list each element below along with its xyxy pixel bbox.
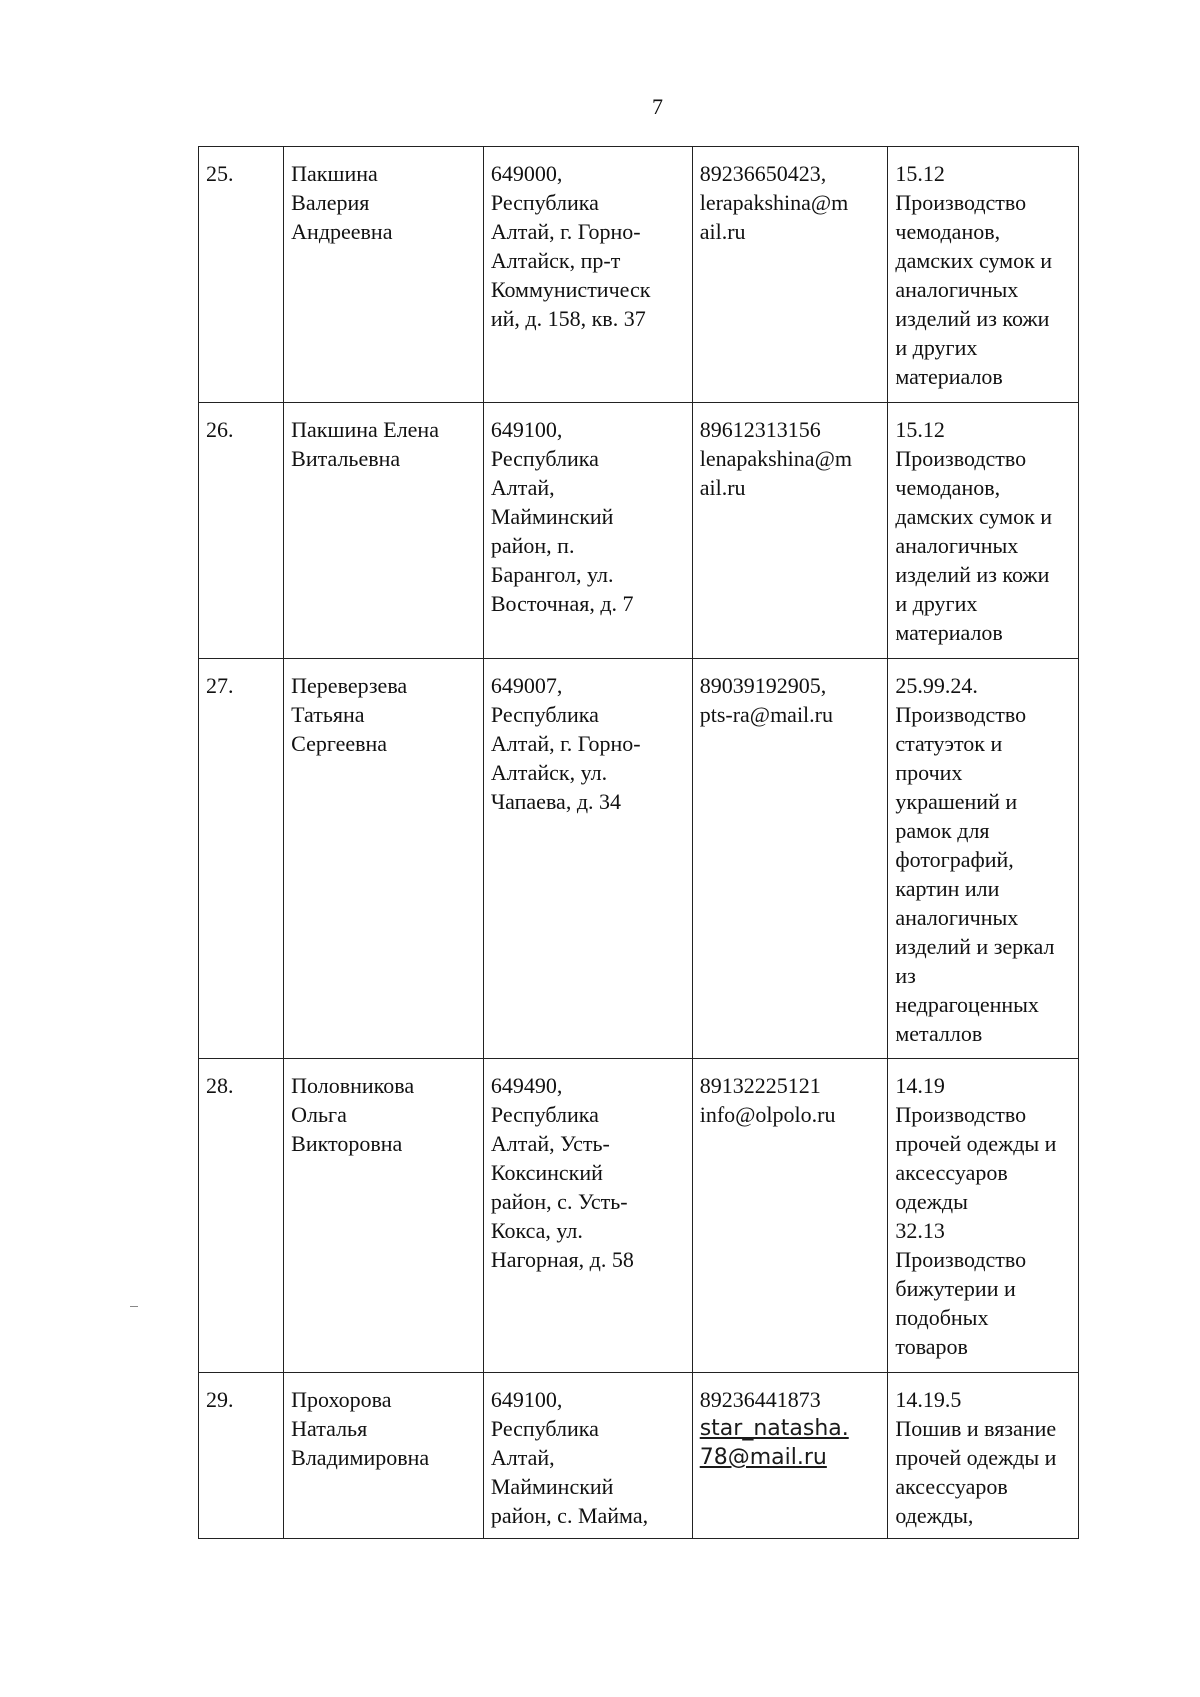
person-name: Пакшина Валерия Андреевна bbox=[284, 147, 484, 403]
postal-address: 649000, Республика Алтай, г. Горно- Алтайск, пр-т Коммунистическ ий, д. 158, кв. 37 bbox=[483, 147, 692, 403]
person-name: Прохорова Наталья Владимировна bbox=[284, 1373, 484, 1539]
row-number: 28. bbox=[199, 1059, 284, 1373]
activity-code: 14.19.5 Пошив и вязание прочей одежды и аксессуаров одежды, bbox=[888, 1373, 1079, 1539]
contact-cell bbox=[692, 147, 888, 403]
postal-address: 649007, Республика Алтай, г. Горно- Алтайск, ул. Чапаева, д. 34 bbox=[483, 659, 692, 1059]
postal-address: 649100, Республика Алтай, Майминский район, с. Майма, bbox=[483, 1373, 692, 1539]
activity-code: 25.99.24. Производство статуэток и прочих украшений и рамок для фотографий, картин или аналогичных изделий и зеркал из недрагоценных металлов bbox=[888, 659, 1079, 1059]
activity-code: 14.19 Производство прочей одежды и аксессуаров одежды 32.13 Производство бижутерии и подобных товаров bbox=[888, 1059, 1079, 1373]
contact-cell bbox=[692, 659, 888, 1059]
entrepreneur-register-table bbox=[198, 146, 1079, 1539]
email-link[interactable]: star_natasha. 78@mail.ru bbox=[699, 1416, 849, 1470]
page-number: 7 bbox=[652, 94, 663, 119]
table-row bbox=[199, 403, 1079, 659]
row-number: 29. bbox=[199, 1373, 284, 1539]
row-number: 25. bbox=[199, 147, 284, 403]
row-number: 26. bbox=[199, 403, 284, 659]
activity-code: 15.12 Производство чемоданов, дамских сумок и аналогичных изделий из кожи и других материалов bbox=[888, 147, 1079, 403]
email-address: info@olpolo.ru bbox=[699, 1102, 836, 1127]
contact-cell bbox=[692, 1059, 888, 1373]
phone-number: 89612313156 bbox=[699, 417, 821, 442]
table-row bbox=[199, 1059, 1079, 1373]
person-name: Пакшина Елена Витальевна bbox=[284, 403, 484, 659]
table-row bbox=[199, 659, 1079, 1059]
phone-number: 89039192905, bbox=[699, 673, 827, 698]
contact-cell bbox=[692, 1373, 888, 1539]
phone-number: 89236650423, bbox=[699, 161, 827, 186]
phone-number: 89236441873 bbox=[699, 1387, 821, 1412]
postal-address: 649490, Республика Алтай, Усть- Коксинский район, с. Усть- Кокса, ул. Нагорная, д. 58 bbox=[483, 1059, 692, 1373]
table-row bbox=[199, 1373, 1079, 1539]
row-number: 27. bbox=[199, 659, 284, 1059]
phone-number: 89132225121 bbox=[699, 1073, 821, 1098]
person-name: Переверзева Татьяна Сергеевна bbox=[284, 659, 484, 1059]
postal-address: 649100, Республика Алтай, Майминский район, п. Барангол, ул. Восточная, д. 7 bbox=[483, 403, 692, 659]
table-row bbox=[199, 147, 1079, 403]
person-name: Половникова Ольга Викторовна bbox=[284, 1059, 484, 1373]
email-address: lenapakshina@m ail.ru bbox=[699, 446, 852, 500]
activity-code: 15.12 Производство чемоданов, дамских сумок и аналогичных изделий из кожи и других материалов bbox=[888, 403, 1079, 659]
email-address: pts-ra@mail.ru bbox=[699, 702, 833, 727]
contact-cell bbox=[692, 403, 888, 659]
email-address: lerapakshina@m ail.ru bbox=[699, 190, 849, 244]
margin-mark bbox=[130, 1306, 138, 1307]
